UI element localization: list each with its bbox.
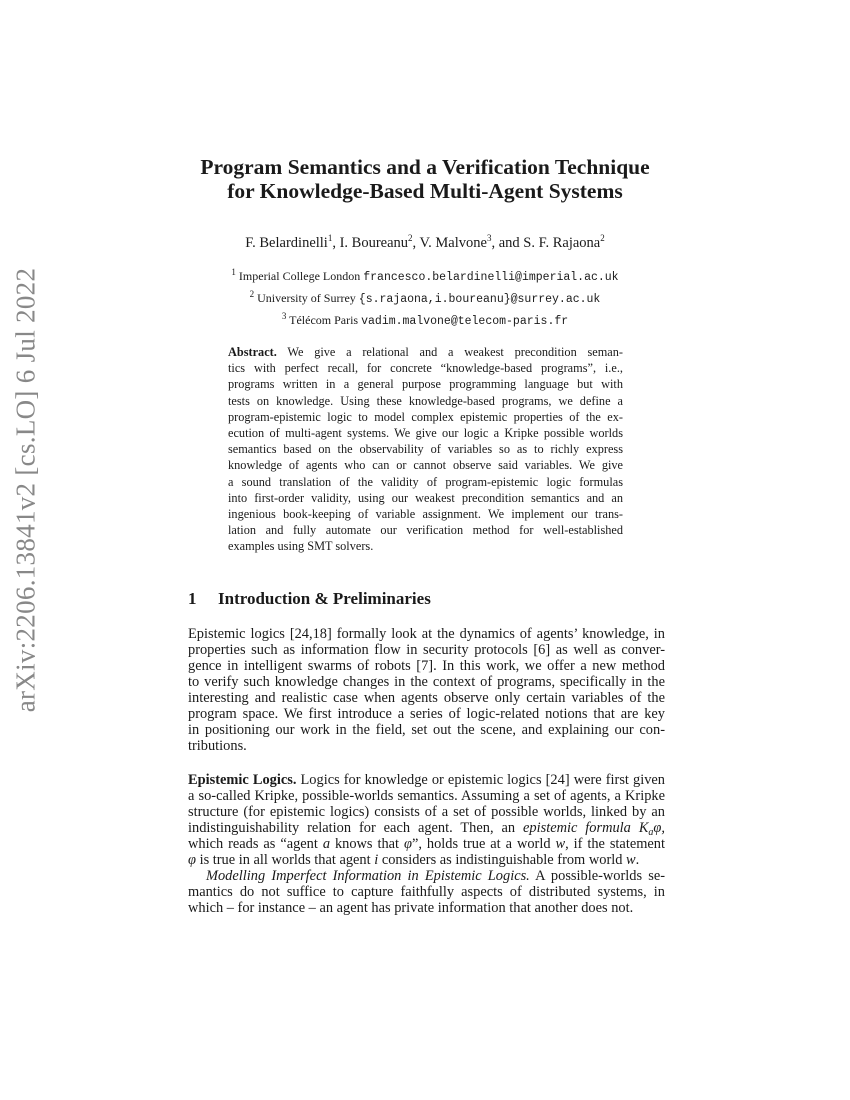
title-line-1: Program Semantics and a Verification Technique [200,155,650,179]
text-segment: Epistemic logics [24,18] formally look at the dynamics of agents’ knowledge, in [188,626,665,642]
author-name: F. Belardinelli [245,234,328,251]
title-line-2: for Knowledge-Based Multi-Agent Systems [227,179,623,203]
text-segment: knows that [330,836,404,852]
text-segment: epistemic formula [523,820,631,836]
text-segment: Abstract. [228,345,277,359]
text-line [188,674,665,690]
text-segment: program-epistemic logic to model complex epistemic properties of the ex- [228,409,623,424]
affiliation-line [100,308,750,330]
text-segment: a sound translation of the validity of program-epistemic logic formulas [228,474,623,489]
arxiv-stamp-text: arXiv:2206.13841v2 [cs.LO] 6 Jul 2022 [10,267,41,713]
text-segment: interesting and realistic case when agents observe only certain variables of the [188,690,665,706]
text-segment: which reads as “agent [188,836,323,852]
text-segment: semantics based on the observability of variables so as to richly express [228,442,623,457]
text-line [228,506,623,522]
author-affiliation-mark: 1 [327,233,333,243]
affiliation-institution: Imperial College London [235,269,364,283]
text-line [188,804,665,820]
text-line [188,788,665,804]
affiliation-line [100,286,750,308]
section-title: Introduction & Preliminaries [218,589,431,608]
text-segment: is true in all worlds that agent [195,852,375,868]
text-line [228,344,623,360]
text-segment: indistinguishability relation for each agent. Then, an [188,820,524,836]
text-line [228,474,623,490]
text-segment: program space. We first introduce a series of logic-related notions that are key [188,706,665,722]
text-segment: i [374,852,379,868]
arxiv-identifier-stamp [6,267,46,713]
affiliation-institution: University of Surrey [254,291,359,305]
text-segment: examples using SMT solvers. [228,539,374,554]
affiliations [100,264,750,330]
affiliation-mark: 2 [249,289,255,299]
author-affiliation-mark: 2 [600,233,605,243]
text-segment: considers as indistinguishable from world [378,852,627,868]
text-line [188,658,665,674]
affiliation-email: vadim.malvone@telecom-paris.fr [361,315,569,328]
author-name: I. Boureanu [339,234,409,251]
text-segment: Modelling Imperfect Information in Epistemic Logics. [206,868,530,884]
text-segment: tributions. [188,738,247,754]
text-line [188,706,665,722]
text-segment: , if the statement [565,836,665,852]
text-line [228,409,623,425]
affiliation-mark: 1 [231,267,236,277]
text-segment: φ, [653,820,665,836]
affiliation-institution: Télécom Paris [286,313,362,327]
text-segment: w [555,836,566,852]
text-line [188,642,665,658]
text-segment: structure (for epistemic logics) consists of a set of possible worlds, linked by an [188,804,665,820]
text-segment: a [322,836,331,852]
text-line [228,376,623,392]
affiliation-mark: 3 [281,311,287,321]
epistemic-logics-text [188,772,665,868]
epistemic-logics-paragraph [188,772,665,916]
text-segment: to verify such knowledge changes in the context of programs, specifically in the [188,674,665,690]
text-line [228,360,623,376]
text-line [188,690,665,706]
text-line [188,884,665,900]
text-line [228,393,623,409]
text-line [188,820,665,836]
text-segment: . [635,852,640,868]
author-affiliation-mark: 2 [408,233,413,243]
text-line [228,425,623,441]
author-separator: , and [491,234,524,251]
author-separator: , [332,234,340,251]
text-line [228,538,623,554]
paper-title [100,155,750,203]
text-segment: in positioning our work in the field, set out the scene, and explaining our con- [188,722,665,738]
text-line [188,722,665,738]
text-segment: We give a relational and a weakest precondition seman- [276,345,623,359]
text-line [228,441,623,457]
text-line [228,522,623,538]
author-affiliation-mark: 3 [486,233,492,243]
text-segment: φ [188,852,196,868]
text-segment: Logics for knowledge or epistemic logics [24] were first given [296,772,665,788]
text-segment: a so-called Kripke, possible-worlds semantics. Assuming a set of agents, a Kripke [188,788,665,804]
affiliation-line [100,264,750,286]
author-name: S. F. Rajaona [523,234,601,251]
text-segment: K [638,820,649,836]
text-segment: gence in intelligent swarms of robots [7]. In this work, we offer a new method [188,658,665,674]
text-segment [631,820,639,836]
text-segment: ”, holds true at a world [411,836,556,852]
text-segment: ingenious book-keeping of variable assignment. We implement our trans- [228,506,623,521]
author-name: V. Malvone [419,234,487,251]
text-line [228,490,623,506]
author-separator: , [412,234,420,251]
text-line [188,738,665,754]
abstract [228,344,623,554]
imperfect-information-text [188,868,665,916]
text-segment: A possible-worlds se- [529,868,666,884]
section-number: 1 [188,589,197,608]
text-line [188,626,665,642]
text-segment: which – for instance – an agent has private information that another does not. [188,900,634,916]
text-segment: programs written in a general purpose programming language but with [228,377,623,392]
text-line [228,457,623,473]
text-line [188,868,665,884]
text-segment: properties such as information flow in security protocols [6] as well as conver- [188,642,665,658]
text-segment: Epistemic Logics. [188,772,297,788]
text-segment: lation and fully automate our verification method for well-established [228,523,623,538]
text-segment: tics with perfect recall, for concrete “knowledge-based programs”, i.e., [228,361,623,376]
author-list [100,233,750,252]
affiliation-email: {s.rajaona,i.boureanu}@surrey.ac.uk [358,293,601,306]
text-line [188,836,665,852]
text-line [188,772,665,788]
intro-paragraph [188,626,665,754]
text-segment: ecution of multi-agent systems. We give our logic a Kripke possible worlds [228,425,623,440]
text-segment: knowledge of agents who can or cannot observe said variables. We give [228,458,623,473]
text-line [188,900,665,916]
text-segment: a [648,827,654,838]
text-segment: tests on knowledge. Using these knowledge-based programs, we define a [228,393,623,408]
text-line [188,852,665,868]
text-segment: mantics do not suffice to capture faithfully aspects of distributed systems, in [188,884,665,900]
text-segment: into first-order validity, using our weakest precondition semantics and an [228,490,623,505]
text-segment: φ [403,836,412,852]
section-heading [188,589,431,609]
text-segment: w [626,852,636,868]
affiliation-email: francesco.belardinelli@imperial.ac.uk [363,271,619,284]
